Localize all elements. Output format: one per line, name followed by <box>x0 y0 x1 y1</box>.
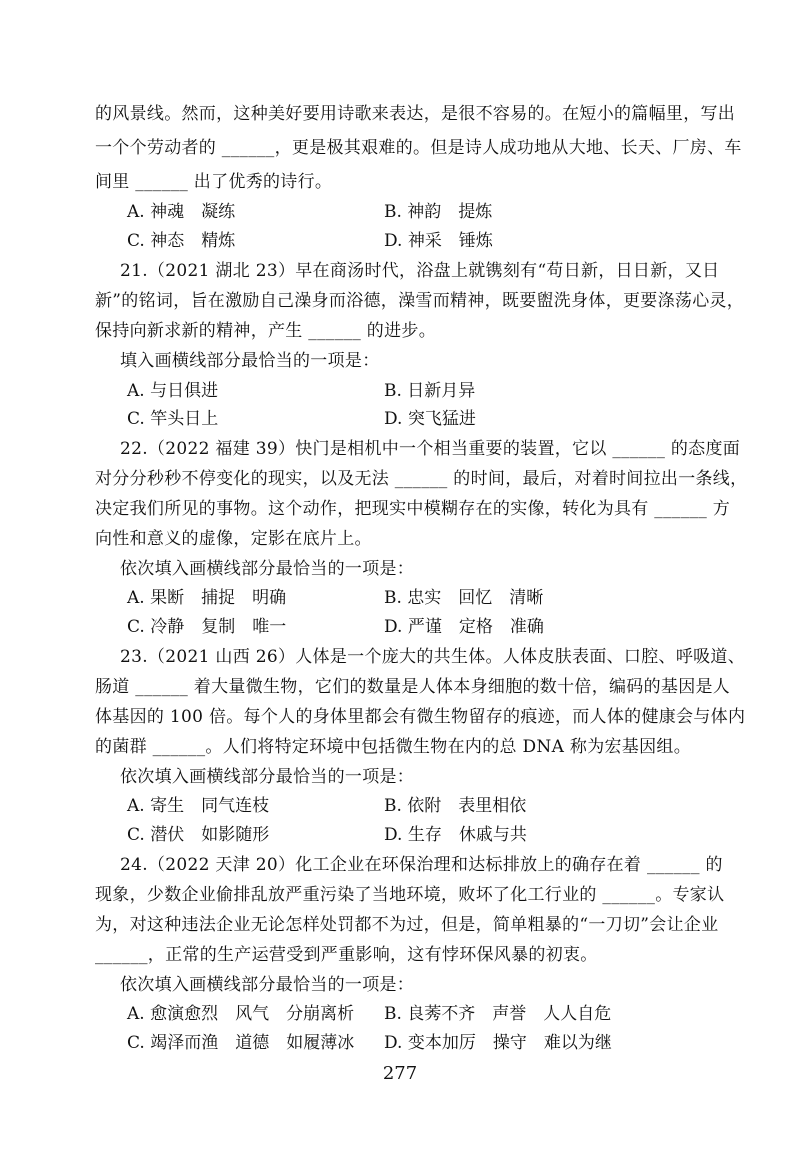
q23-prompt: 依次填入画横线部分最恰当的一项是： <box>120 767 415 787</box>
q23-line-4: 的菌群 ______。人们将特定环境中包括微生物在内的总 DNA 称为宏基因组。 <box>95 737 691 757</box>
q23-option-d: D. 生存 休戚与共 <box>384 825 527 845</box>
q23-option-c: C. 潜伏 如影随形 <box>127 825 270 845</box>
q21-option-c: C. 竿头日上 <box>127 409 219 429</box>
q22-option-b: B. 忠实 回忆 清晰 <box>384 588 544 608</box>
q21-option-b: B. 日新月异 <box>384 381 476 401</box>
q24-line-2: 现象，少数企业偷排乱放严重污染了当地环境，败坏了化工行业的 ______。专家认 <box>95 885 725 905</box>
intro-line-2: 一个个劳动者的 ______，更是极其艰难的。但是诗人成功地从大地、长天、厂房、车 <box>95 138 742 158</box>
q24-prompt: 依次填入画横线部分最恰当的一项是： <box>120 975 415 995</box>
q22-option-d: D. 严谨 定格 准确 <box>384 617 544 637</box>
page-number: 277 <box>382 1063 418 1084</box>
q24-line-1: 24.（2022 天津 20）化工企业在环保治理和达标排放上的确存在着 ______ 的 <box>120 855 723 875</box>
q22-line-4: 向性和意义的虚像，定影在底片上。 <box>95 529 372 549</box>
q24-option-d: D. 变本加厉 操守 难以为继 <box>384 1033 612 1053</box>
q21-option-a: A. 与日俱进 <box>127 381 219 401</box>
q23-option-a: A. 寄生 同气连枝 <box>127 796 270 816</box>
q24-line-4: ______，正常的生产运营受到严重影响，这有悖环保风暴的初衷。 <box>95 945 598 965</box>
q21-line-2: 新”的铭词，旨在激励自己澡身而浴德，澡雪而精神，既要盥洗身体，更要涤荡心灵， <box>95 291 745 311</box>
intro-option-d: D. 神采 锤炼 <box>384 231 493 251</box>
intro-option-a: A. 神魂 凝练 <box>127 202 236 222</box>
intro-line-1: 的风景线。然而，这种美好要用诗歌来表达，是很不容易的。在短小的篇幅里，写出 <box>95 104 736 124</box>
q22-option-c: C. 冷静 复制 唯一 <box>127 617 287 637</box>
intro-option-b: B. 神韵 提炼 <box>384 202 493 222</box>
q22-prompt: 依次填入画横线部分最恰当的一项是： <box>120 559 415 579</box>
q21-line-3: 保持向新求新的精神，产生 ______ 的进步。 <box>95 321 437 341</box>
intro-line-3: 间里 ______ 出了优秀的诗行。 <box>95 172 333 192</box>
q24-option-c: C. 竭泽而渔 道德 如履薄冰 <box>127 1033 355 1053</box>
q22-line-3: 决定我们所见的事物。这个动作，把现实中模糊存在的实像，转化为具有 ______ 方 <box>95 499 731 519</box>
q21-line-1: 21.（2021 湖北 23）早在商汤时代，浴盘上就镌刻有“苟日新，日日新，又日 <box>120 261 720 281</box>
q22-option-a: A. 果断 捕捉 明确 <box>127 588 287 608</box>
q21-option-d: D. 突飞猛进 <box>384 409 476 429</box>
q24-line-3: 为，对这种违法企业无论怎样处罚都不为过，但是，简单粗暴的“一刀切”会让企业 <box>95 915 719 935</box>
q21-prompt: 填入画横线部分最恰当的一项是： <box>120 351 380 371</box>
q23-option-b: B. 依附 表里相依 <box>384 796 527 816</box>
q24-option-b: B. 良莠不齐 声誉 人人自危 <box>384 1004 612 1024</box>
q23-line-1: 23.（2021 山西 26）人体是一个庞大的共生体。人体皮肤表面、口腔、呼吸道、 <box>120 647 746 667</box>
q22-line-1: 22.（2022 福建 39）快门是相机中一个相当重要的装置，它以 ______ 的态度面 <box>120 439 741 459</box>
q23-line-3: 体基因的 100 倍。每个人的身体里都会有微生物留存的痕迹，而人体的健康会与体内 <box>95 707 746 727</box>
q24-option-a: A. 愈演愈烈 风气 分崩离析 <box>127 1004 355 1024</box>
q23-line-2: 肠道 ______ 着大量微生物，它们的数量是人体本身细胞的数十倍，编码的基因是人 <box>95 677 731 697</box>
intro-option-c: C. 神态 精炼 <box>127 231 236 251</box>
q22-line-2: 对分分秒秒不停变化的现实，以及无法 ______ 的时间，最后，对着时间拉出一条线， <box>95 469 748 489</box>
